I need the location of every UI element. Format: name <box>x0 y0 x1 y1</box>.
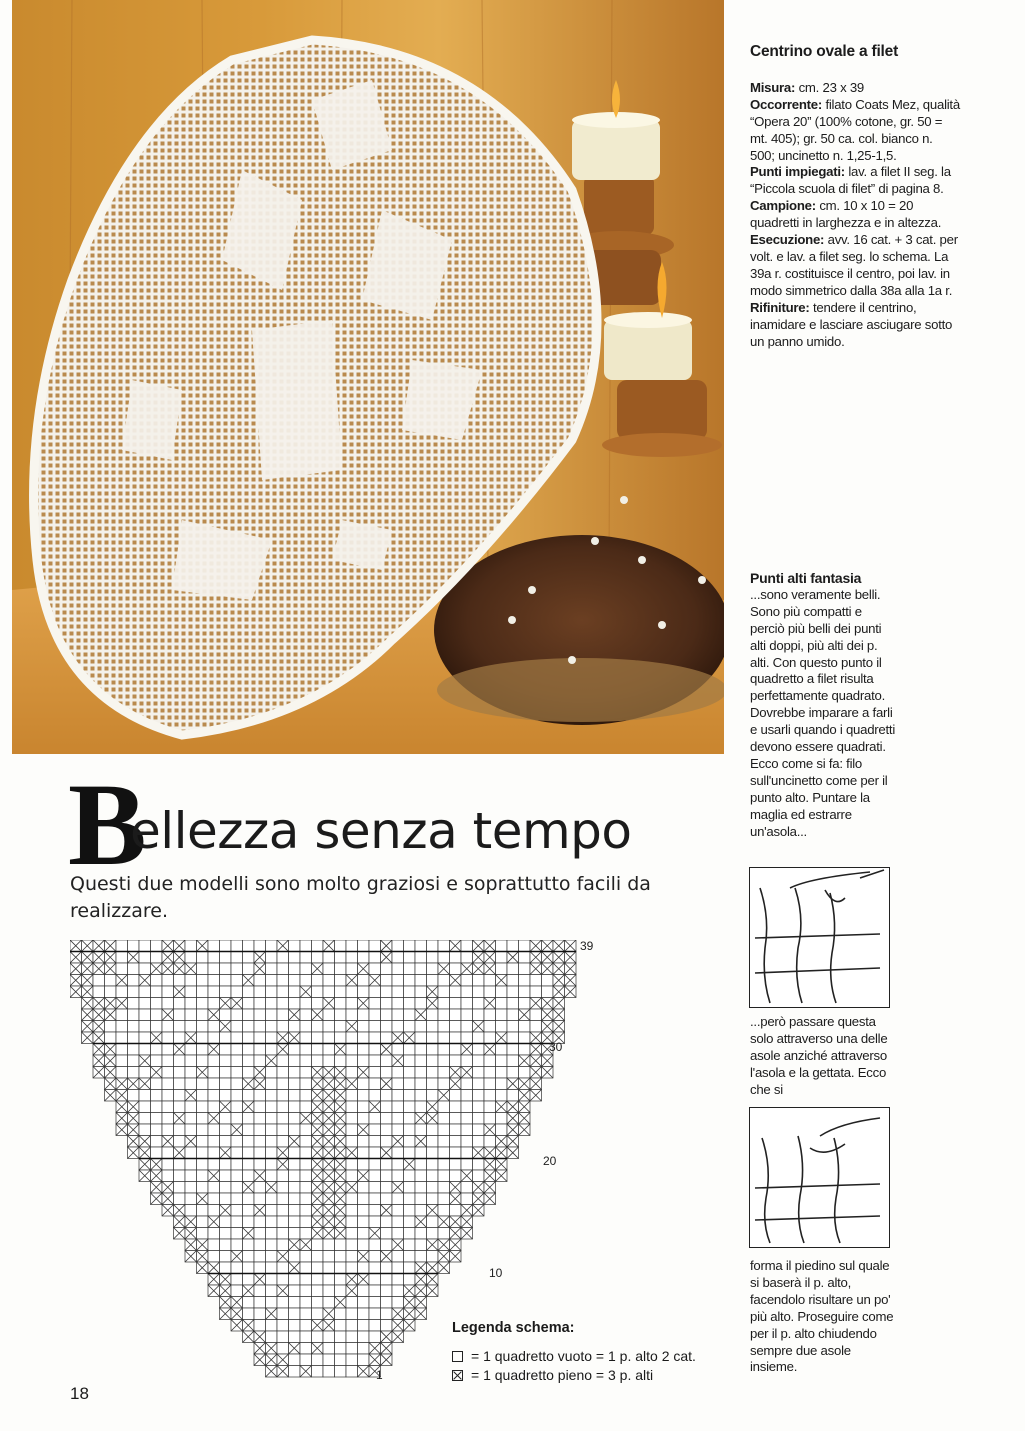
row-label-10: 10 <box>489 1266 503 1280</box>
page-number: 18 <box>70 1384 89 1403</box>
legend <box>452 1319 732 1385</box>
esecuzione-text: avv. 16 cat. + 3 cat. per volt. e lav. a filet seg. lo schema. La 39a r. costituisce il centro, poi lav. in modo simmetrico dalla 38a alla 1a r. <box>750 232 958 298</box>
sidebar-text-1: ...sono veramente belli. Sono più compatti e perciò più belli dei punti alti doppi, più alti dei p. alti. Con questo punto il quadretto a filet risulta perfettamente quadrato. Dovrebbe imparare a farli e usarli quando i quadretti devono essere quadrati. Ecco come si fa: filo sull'uncinetto come per il punto alto. Puntare la maglia ed estrarre un'asola... <box>750 586 896 839</box>
legend-empty-text: = 1 quadretto vuoto = 1 p. alto 2 cat. <box>471 1348 696 1364</box>
rifiniture-label: Rifiniture: <box>750 299 810 315</box>
occorrente-label: Occorrente: <box>750 96 823 112</box>
rifiniture-text: tendere il centrino, inamidare e lasciare asciugare sotto un panno umido. <box>750 299 953 349</box>
instructions-title: Centrino ovale a filet <box>750 43 899 60</box>
row-label-39: 39 <box>580 939 594 953</box>
row-label-20: 20 <box>543 1154 557 1168</box>
stitch-illustration-2 <box>749 1107 890 1248</box>
filet-grid <box>70 940 590 1380</box>
article-subhead: Questi due modelli sono molto graziosi e soprattutto facili da realizzare. <box>70 873 651 922</box>
sidebar-text-2-block <box>750 1014 900 1099</box>
sidebar-text-3: forma il piedino sul quale si baserà il p. alto, facendolo risultare un po' più alto. Proseguire come per il p. alto chiudendo sempre due asole insieme. <box>750 1258 894 1375</box>
row-label-30: 30 <box>549 1040 563 1054</box>
legend-row-empty <box>452 1347 732 1366</box>
sidebar-text-3-block <box>750 1258 900 1376</box>
sidebar-text-2: ...però passare questa solo attraverso una delle asole anziché attraverso l'asola e la gettata. Ecco che si <box>750 1014 888 1097</box>
legend-row-full <box>452 1366 732 1385</box>
stitch-illustration-1 <box>749 867 890 1008</box>
campione-text: cm. 10 x 10 = 20 quadretti in larghezza e in altezza. <box>750 198 942 231</box>
legend-title: Legenda schema: <box>452 1320 575 1336</box>
sidebar-title: Punti alti fantasia <box>750 570 862 586</box>
punti-label: Punti impiegati: <box>750 164 845 180</box>
instructions-block <box>750 44 960 350</box>
esecuzione-label: Esecuzione: <box>750 232 825 248</box>
misura-text: cm. 23 x 39 <box>798 79 864 95</box>
empty-square-icon <box>452 1351 463 1362</box>
drop-cap: B <box>68 759 147 890</box>
article-headline: ellezza senza tempo <box>130 802 632 860</box>
punti-text: lav. a filet II seg. la “Piccola scuola di filet” di pagina 8. <box>750 164 951 197</box>
filled-square-icon <box>452 1370 463 1381</box>
row-label-1: 1 <box>376 1368 383 1382</box>
sidebar-block <box>750 570 898 841</box>
campione-label: Campione: <box>750 198 816 214</box>
legend-full-text: = 1 quadretto pieno = 3 p. alti <box>471 1367 654 1383</box>
misura-label: Misura: <box>750 79 796 95</box>
doily-photo <box>12 0 724 754</box>
occorrente-text: filato Coats Mez, qualità “Opera 20” (100% cotone, gr. 50 = mt. 405); gr. 50 ca. col. bianco n. 500; uncinetto n. 1,25-1,5. <box>750 96 960 163</box>
